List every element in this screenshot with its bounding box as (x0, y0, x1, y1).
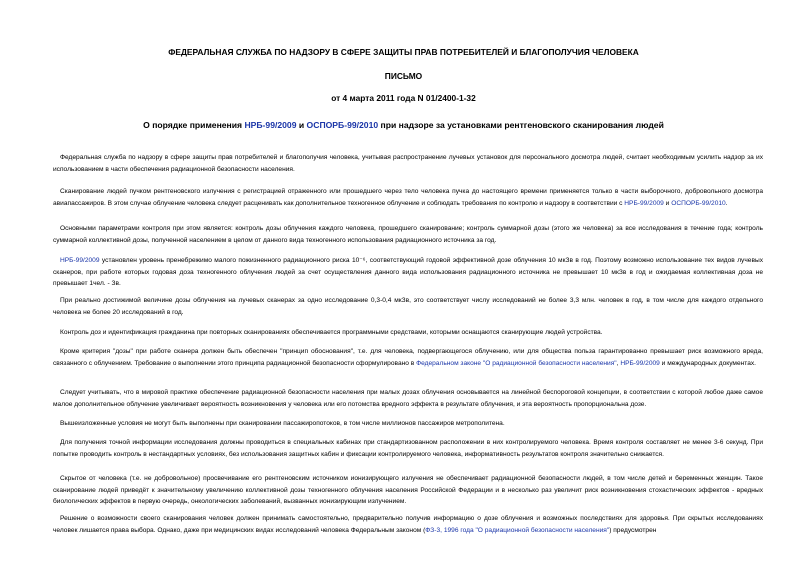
paragraph-3: Основными параметрами контроля при этом является: контроль дозы облучения каждого человека, прошедшего сканирование; контроль суммарной дозы (этого же человека) за все исследования в течение года; контроль суммарной коллективной дозы, полученной населением в целом от данного вида техногенного использования радиационного источника за год. (53, 225, 763, 244)
title-text-1: О порядке применения (143, 120, 245, 130)
link-fz-3-1996[interactable]: ФЗ-3, 1996 года "О радиационной безопасности населения" (425, 526, 610, 534)
paragraph-7-sep: , (616, 359, 621, 367)
link-nrb-99-2009[interactable]: НРБ-99/2009 (620, 359, 660, 367)
paragraph-7-text: Кроме критерия "дозы" при работе сканера должен быть обеспечен "принцип обоснования", т.е. для человека, подвергающегося облучению, или для общества польза гарантированно превышает риск возможного вреда, связанного с облучением. Требование о выполнении этого принципа радиационной безопасности сформулировано в (53, 348, 763, 367)
paragraph-7 (53, 346, 763, 369)
document-title (0, 120, 807, 130)
paragraph-4 (53, 255, 763, 290)
title-text-2: и (296, 120, 307, 130)
paragraph-2-and: и (663, 199, 672, 207)
paragraph-5: При реально достижимой величине дозы облучения на лучевых сканерах за одно исследование 0,3-0,4 мкЗв, это соответствует числу исследований не более 3,3 млн. человек в год, в том числе для каждого отдельного человека не более 20 исследований в год. (53, 297, 763, 316)
paragraph-4-text: установлен уровень пренебрежимо малого пожизненного радиационного риска 10⁻⁶, соответствующий годовой эффективной дозе облучения 10 мкЗв в год. Поэтому возможно использование тех видов лучевых сканеров, при работе которых годовая доза техногенного облучения людей за счет осуществления данного вида использования радиационного источника не превышает 10 мкЗв в год и ожидаемая коллективная доза не превышает 1чел. - Зв. (53, 257, 763, 288)
paragraph-8: Следует учитывать, что в мировой практике обеспечение радиационной безопасности населения при малых дозах облучения основывается на линейной беспороговой концепции, в соответствии с которой любое даже самое малое дополнительное облучение увеличивает вероятность возникновения у человека или его потомства вредного эффекта в результате облучения, и эта вероятность пропорциональна дозе. (53, 389, 763, 408)
agency-title: ФЕДЕРАЛЬНАЯ СЛУЖБА ПО НАДЗОРУ В СФЕРЕ ЗАЩИТЫ ПРАВ ПОТРЕБИТЕЛЕЙ И БЛАГОПОЛУЧИЯ ЧЕЛОВЕКА (168, 47, 639, 57)
paragraph-10: Для получения точной информации исследования должны проводиться в специальных кабинах при стандартизованном расположении в них контролируемого человека. Время контроля составляет не менее 3-6 секунд. При попытке проводить контроль в нестандартных условиях, без использования защитных кабин и фиксации контролируемого человека, информативность результатов контроля значительно снижается. (53, 439, 763, 458)
link-nrb-99-2009[interactable]: НРБ-99/2009 (624, 199, 664, 207)
link-nrb-99-2009[interactable]: НРБ-99/2009 (60, 257, 100, 264)
paragraph-9: Вышеизложенные условия не могут быть выполнены при сканировании пассажиропотоков, в том числе миллионов пассажиров метрополитена. (60, 420, 505, 427)
paragraph-11: Скрытое от человека (т.е. не добровольное) просвечивание его рентгеновским источником ионизирующего излучения не обеспечивает радиационной безопасности людей, в том числе детей и беременных женщин. Такое сканирование людей приведёт к значительному увеличению коллективной дозы техногенного облучения населения Российской Федерации и в несколько раз увеличит риск возникновения стохастических эффектов - вредных биологических эффектов в первую очередь, онкологических заболеваний, вызванных ионизирующим излучением. (53, 475, 763, 506)
paragraph-12 (53, 513, 763, 536)
paragraph-1: Федеральная служба по надзору в сфере защиты прав потребителей и благополучия человека, учитывая распространение лучевых установок для персонального досмотра людей, считает необходимым усилить надзор за их использованием в части обеспечения радиационной безопасности населения. (53, 154, 763, 173)
title-link-osporb[interactable]: ОСПОРБ-99/2010 (306, 120, 379, 130)
paragraph-2 (53, 186, 763, 209)
paragraph-12-end: ) предусмотрен (609, 526, 657, 534)
document-date-number: от 4 марта 2011 года N 01/2400-1-32 (331, 93, 476, 103)
title-link-nrb[interactable]: НРБ-99/2009 (244, 120, 297, 130)
document-type: ПИСЬМО (384, 71, 423, 81)
paragraph-2-end: . (725, 199, 728, 207)
paragraph-7-end: и международных документах. (659, 359, 757, 367)
paragraph-2-text: Сканирование людей пучком рентгеновского излучения с регистрацией отраженного или прошедшего через тело человека пучка до настоящего времени применяется только в части выборочного, добровольного досмотра авиапассажиров. В этом случае облучение человека следует расценивать как дополнительное техногенное облучение и соблюдать требования по контролю и надзору в соответствии с (53, 188, 763, 207)
title-text-3: при надзоре за установками рентгеновского сканирования людей (378, 120, 664, 130)
link-osporb-99-2010[interactable]: ОСПОРБ-99/2010 (671, 199, 726, 207)
link-federal-law-radiation-safety[interactable]: Федеральном законе "О радиационной безопасности населения" (416, 359, 617, 367)
paragraph-6: Контроль доз и идентификация гражданина при повторных сканированиях обеспечивается программными средствами, которыми оснащаются сканирующие людей устройства. (60, 329, 603, 336)
paragraph-12-text: Решение о возможности своего сканирования человек должен принимать самостоятельно, предварительно получив информацию о дозе облучения и возможных последствиях для здоровья. При скрытых исследованиях человек лишается права выбора. Однако, даже при медицинских видах исследований человека Федеральным законом ( (53, 515, 763, 534)
